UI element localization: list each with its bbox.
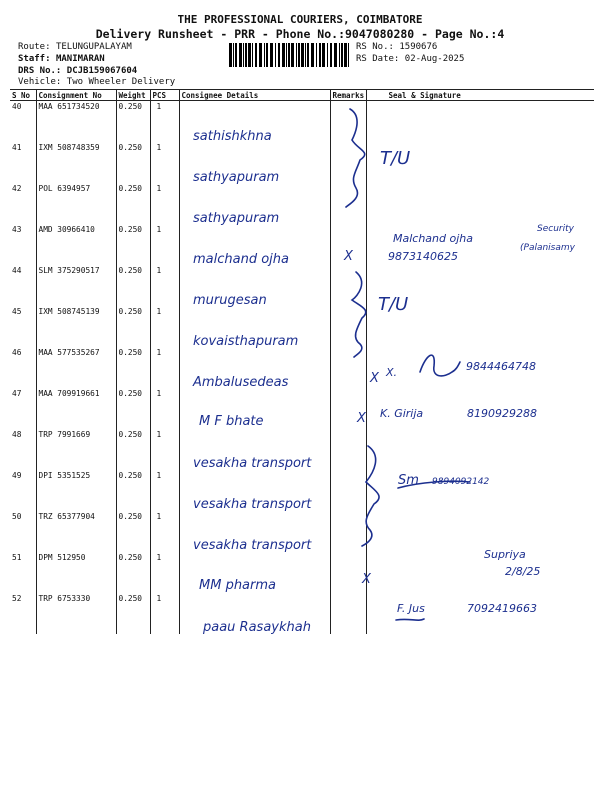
cell-remarks bbox=[330, 101, 366, 143]
hw-remark-x-51: X bbox=[362, 572, 371, 587]
barcode-bar bbox=[245, 43, 247, 67]
barcode-bar bbox=[339, 43, 340, 67]
barcode-bar bbox=[235, 43, 237, 67]
route-value: TELUNGUPALAYAM bbox=[55, 42, 132, 52]
company-title: THE PROFESSIONAL COURIERS, COIMBATORE bbox=[177, 13, 423, 26]
barcode-bar bbox=[327, 43, 328, 67]
cell-weight: 0.250 bbox=[116, 552, 150, 593]
hw-remark-x-43: X bbox=[344, 249, 353, 264]
hw-sig-43-extra2: (Palanisamy bbox=[520, 243, 575, 253]
hw-consignee-50: vesakha transport bbox=[193, 538, 312, 553]
cell-signature bbox=[366, 552, 594, 593]
barcode-bar bbox=[282, 43, 285, 67]
rs-no-line: RS No.: 1590676 bbox=[356, 42, 438, 52]
barcode-bar bbox=[264, 43, 265, 67]
cell-weight: 0.250 bbox=[116, 101, 150, 143]
barcode-bar bbox=[334, 43, 337, 67]
cell-sno: 49 bbox=[12, 471, 22, 480]
col-pcs: PCS bbox=[150, 90, 179, 101]
hw-consignee-41: sathyapuram bbox=[193, 170, 280, 185]
hw-consignee-51: MM pharma bbox=[199, 578, 276, 593]
hw-sig-47-phone: 8190929288 bbox=[467, 407, 537, 420]
rs-no-value: 1590676 bbox=[399, 42, 438, 52]
cell-weight: 0.250 bbox=[116, 511, 150, 552]
cell-sno: 40 bbox=[12, 102, 22, 111]
hw-consignee-43: malchand ojha bbox=[193, 252, 289, 267]
cell-signature bbox=[366, 101, 594, 143]
cell-sno: 47 bbox=[12, 389, 22, 398]
hw-tlu-2: T/U bbox=[378, 294, 409, 315]
cell-consignment: TRP 6753330 bbox=[36, 593, 116, 634]
cell-weight: 0.250 bbox=[116, 265, 150, 306]
barcode-bar bbox=[229, 43, 232, 67]
table-row bbox=[10, 224, 594, 265]
staff-line: Staff: MANIMARAN bbox=[18, 54, 105, 64]
cell-weight: 0.250 bbox=[116, 347, 150, 388]
barcode-bar bbox=[291, 43, 294, 67]
barcode-bar bbox=[286, 43, 287, 67]
barcode-bar bbox=[278, 43, 280, 67]
barcode-bar bbox=[270, 43, 273, 67]
table-row bbox=[10, 265, 594, 306]
cell-consignment: TRP 7991669 bbox=[36, 429, 116, 470]
table-row bbox=[10, 142, 594, 183]
cell-pcs: 1 bbox=[150, 552, 179, 593]
cell-consignment: SLM 375290517 bbox=[36, 265, 116, 306]
cell-weight: 0.250 bbox=[116, 470, 150, 511]
col-weight: Weight bbox=[116, 90, 150, 101]
col-consignee: Consignee Details bbox=[179, 90, 330, 101]
hw-sig-51-date: 2/8/25 bbox=[505, 565, 541, 578]
hw-consignee-42: sathyapuram bbox=[193, 211, 280, 226]
cell-sno: 48 bbox=[12, 430, 22, 439]
hw-consignee-47: M F bhate bbox=[199, 414, 264, 429]
cell-remarks bbox=[330, 265, 366, 306]
barcode-bar bbox=[305, 43, 306, 67]
cell-sno: 41 bbox=[12, 143, 22, 152]
hw-consignee-46: Ambalusedeas bbox=[193, 375, 289, 390]
barcode-bar bbox=[298, 43, 300, 67]
drs-value: DCJB159067604 bbox=[66, 66, 138, 76]
cell-signature bbox=[366, 511, 594, 552]
rs-date-line: RS Date: 02-Aug-2025 bbox=[356, 54, 465, 64]
cell-remarks bbox=[330, 429, 366, 470]
cell-sno: 45 bbox=[12, 307, 22, 316]
cell-weight: 0.250 bbox=[116, 388, 150, 429]
barcode-bar bbox=[330, 43, 332, 67]
table-row bbox=[10, 183, 594, 224]
hw-consignee-44: murugesan bbox=[193, 293, 267, 308]
cell-pcs: 1 bbox=[150, 347, 179, 388]
col-remarks: Remarks bbox=[330, 90, 366, 101]
cell-pcs: 1 bbox=[150, 429, 179, 470]
cell-pcs: 1 bbox=[150, 511, 179, 552]
hw-sig-43-name: Malchand ojha bbox=[393, 232, 473, 245]
col-sno: S No bbox=[10, 90, 36, 101]
hw-consignee-40: sathishkhna bbox=[193, 129, 272, 144]
hw-sig-49-mark: Sm bbox=[398, 473, 419, 488]
cell-consignment: MAA 651734520 bbox=[36, 101, 116, 143]
barcode-bar bbox=[296, 43, 297, 67]
hw-sig-47-name: K. Girija bbox=[380, 407, 424, 420]
col-signature: Seal & Signature bbox=[366, 90, 594, 101]
barcode-bar bbox=[319, 43, 321, 67]
barcode-bar bbox=[348, 43, 349, 67]
cell-weight: 0.250 bbox=[116, 306, 150, 347]
barcode-bar bbox=[288, 43, 290, 67]
runsheet-subtitle: Delivery Runsheet - PRR - Phone No.:9047080280 - Page No.:4 bbox=[95, 27, 505, 41]
vehicle-line: Vehicle: Two Wheeler Delivery bbox=[18, 77, 176, 87]
cell-consignment: DPI 5351525 bbox=[36, 470, 116, 511]
cell-consignment: AMD 30966410 bbox=[36, 224, 116, 265]
cell-pcs: 1 bbox=[150, 101, 179, 143]
cell-consignment: MAA 709919661 bbox=[36, 388, 116, 429]
cell-remarks bbox=[330, 470, 366, 511]
barcode bbox=[229, 43, 350, 67]
cell-sno: 51 bbox=[12, 553, 22, 562]
barcode-bar bbox=[266, 43, 268, 67]
barcode-bar bbox=[341, 43, 343, 67]
barcode-bar bbox=[322, 43, 325, 67]
cell-weight: 0.250 bbox=[116, 142, 150, 183]
cell-pcs: 1 bbox=[150, 142, 179, 183]
rs-date-value: 02-Aug-2025 bbox=[404, 54, 465, 64]
cell-signature bbox=[366, 429, 594, 470]
cell-pcs: 1 bbox=[150, 306, 179, 347]
cell-sno: 43 bbox=[12, 225, 22, 234]
vehicle-value: Two Wheeler Delivery bbox=[66, 77, 176, 87]
cell-pcs: 1 bbox=[150, 265, 179, 306]
cell-sno: 44 bbox=[12, 266, 22, 275]
cell-weight: 0.250 bbox=[116, 224, 150, 265]
hw-sig-52-name: F. Jus bbox=[397, 602, 425, 615]
cell-remarks bbox=[330, 306, 366, 347]
route-line: Route: TELUNGUPALAYAM bbox=[18, 42, 132, 52]
barcode-bar bbox=[255, 43, 257, 67]
col-consignment: Consignment No bbox=[36, 90, 116, 101]
cell-sno: 52 bbox=[12, 594, 22, 603]
cell-remarks bbox=[330, 552, 366, 593]
hw-remark-x-47: X bbox=[357, 411, 366, 426]
table-header bbox=[10, 90, 594, 101]
cell-weight: 0.250 bbox=[116, 593, 150, 634]
barcode-bar bbox=[248, 43, 251, 67]
cell-consignment: IXM 508748359 bbox=[36, 142, 116, 183]
barcode-bar bbox=[243, 43, 244, 67]
cell-remarks bbox=[330, 347, 366, 388]
hw-sig-51-name: Supriya bbox=[484, 548, 526, 561]
hw-sig-52-phone: 7092419663 bbox=[467, 602, 537, 615]
barcode-bar bbox=[316, 43, 317, 67]
hw-sig-46-phone: 9844464748 bbox=[466, 360, 536, 373]
hw-sig-43-phone: 9873140625 bbox=[388, 250, 458, 263]
barcode-bar bbox=[311, 43, 314, 67]
hw-sig-49-phone: 9894092142 bbox=[432, 477, 490, 487]
cell-pcs: 1 bbox=[150, 593, 179, 634]
cell-pcs: 1 bbox=[150, 388, 179, 429]
cell-signature bbox=[366, 183, 594, 224]
cell-remarks bbox=[330, 593, 366, 634]
cell-pcs: 1 bbox=[150, 470, 179, 511]
barcode-bar bbox=[233, 43, 234, 67]
cell-pcs: 1 bbox=[150, 224, 179, 265]
cell-sno: 46 bbox=[12, 348, 22, 357]
hw-consignee-45: kovaisthapuram bbox=[193, 334, 299, 349]
table-row bbox=[10, 306, 594, 347]
cell-pcs: 1 bbox=[150, 183, 179, 224]
cell-weight: 0.250 bbox=[116, 429, 150, 470]
barcode-bar bbox=[252, 43, 253, 67]
barcode-bar bbox=[239, 43, 242, 67]
cell-remarks bbox=[330, 511, 366, 552]
staff-value: MANIMARAN bbox=[55, 54, 105, 64]
cell-sno: 50 bbox=[12, 512, 22, 521]
cell-consignment: TRZ 65377904 bbox=[36, 511, 116, 552]
table-row bbox=[10, 101, 594, 143]
drs-line: DRS No.: DCJB159067604 bbox=[18, 66, 138, 76]
hw-tlu-1: T/U bbox=[380, 148, 411, 169]
barcode-bar bbox=[301, 43, 304, 67]
cell-consignment: POL 6394957 bbox=[36, 183, 116, 224]
hw-sig-43-extra1: Security bbox=[537, 224, 574, 234]
barcode-bar bbox=[259, 43, 262, 67]
cell-sno: 42 bbox=[12, 184, 22, 193]
cell-weight: 0.250 bbox=[116, 183, 150, 224]
hw-consignee-52: paau Rasaykhah bbox=[203, 620, 311, 635]
hw-remark-x-46: X bbox=[370, 371, 379, 386]
cell-consignment: DPM 512950 bbox=[36, 552, 116, 593]
hw-sig-46-mark: X. bbox=[386, 366, 398, 379]
cell-consignment: IXM 508745139 bbox=[36, 306, 116, 347]
cell-remarks bbox=[330, 142, 366, 183]
hw-consignee-49: vesakha transport bbox=[193, 497, 312, 512]
barcode-bar bbox=[307, 43, 309, 67]
cell-consignment: MAA 577535267 bbox=[36, 347, 116, 388]
barcode-bar bbox=[275, 43, 276, 67]
barcode-bar bbox=[344, 43, 347, 67]
hw-consignee-48: vesakha transport bbox=[193, 456, 312, 471]
cell-remarks bbox=[330, 183, 366, 224]
